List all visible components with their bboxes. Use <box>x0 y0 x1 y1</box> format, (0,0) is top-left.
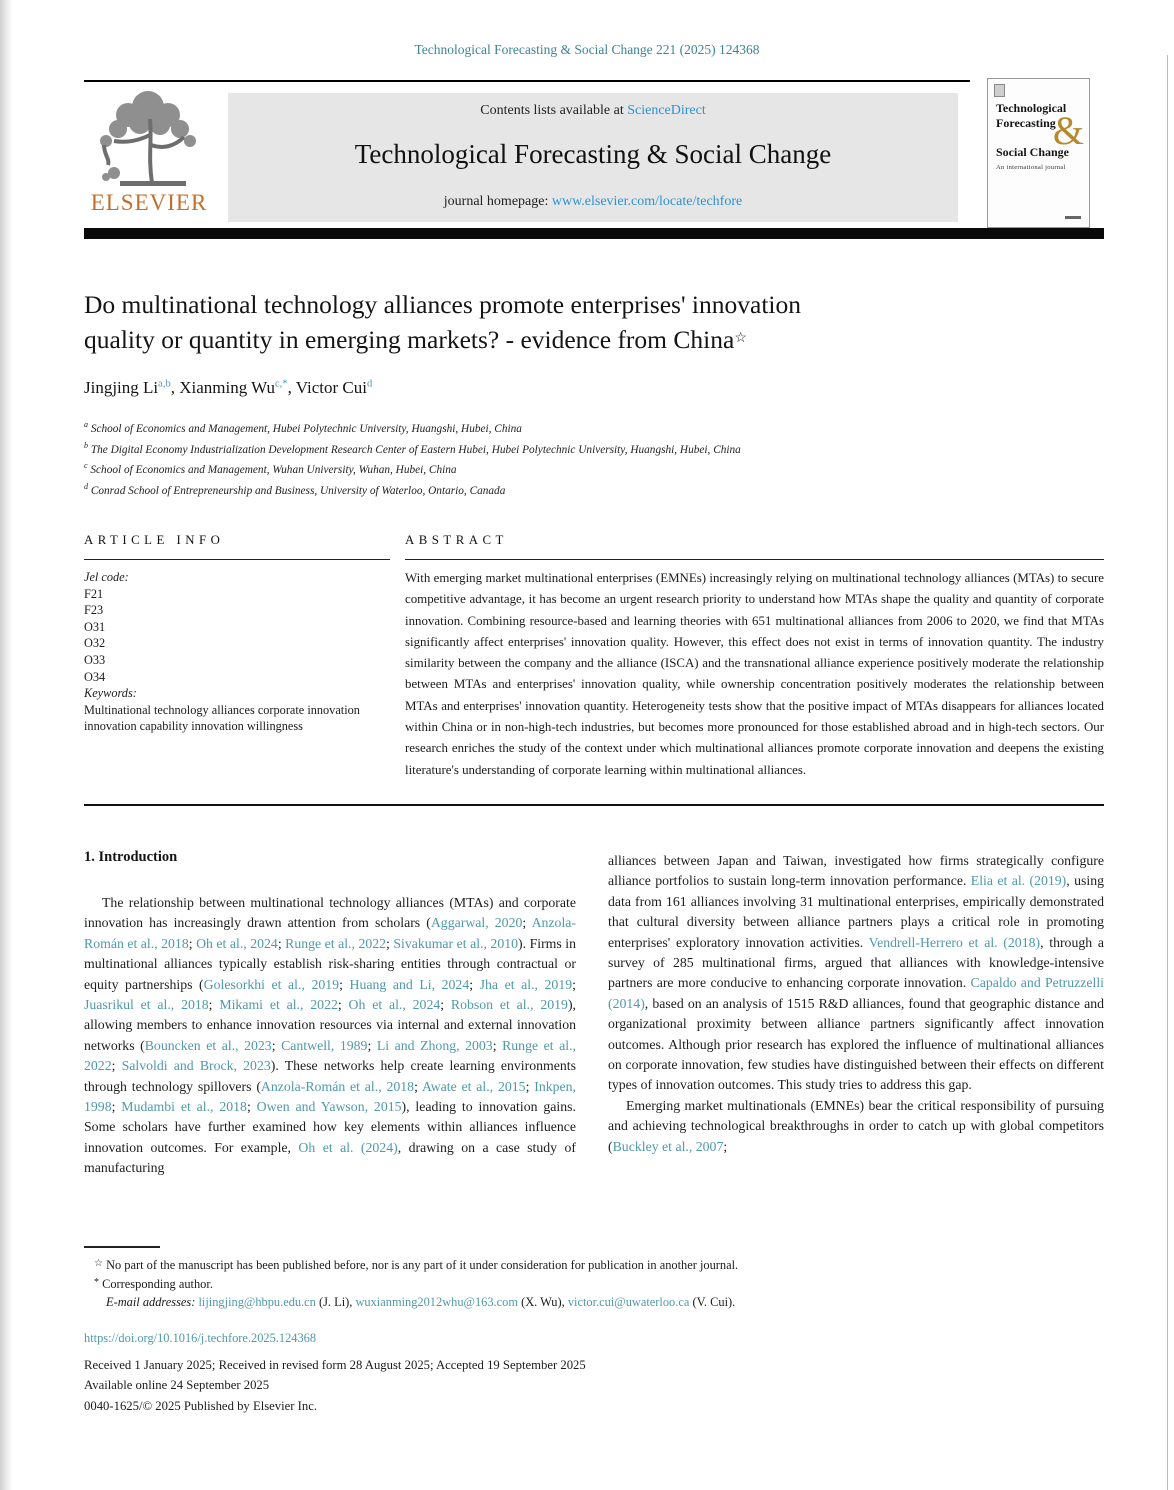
affiliation-sup: c <box>84 461 88 471</box>
jel-code: O34 <box>84 669 106 684</box>
citation-link[interactable]: Bouncken et al., 2023 <box>144 1037 272 1053</box>
author-affil-sup[interactable]: a,b <box>158 378 171 390</box>
affiliations <box>84 417 1104 499</box>
citation-link[interactable]: Awate et al., 2015 <box>421 1078 526 1094</box>
jel-code: F21 <box>84 586 104 601</box>
text-run: ; <box>525 1078 535 1094</box>
article-info-heading: ARTICLE INFO <box>84 533 390 560</box>
footnote-star-text: No part of the manuscript has been published before, nor is any part of it under consideration for publication in another journal. <box>102 1257 739 1272</box>
keywords-text: Multinational technology alliances corporate innovation innovation capability innovation willingness <box>84 702 360 734</box>
footnotes-block <box>84 1246 1104 1311</box>
text-run: ; <box>572 976 576 992</box>
affiliation-text: School of Economics and Management, Wuhan University, Wuhan, Hubei, China <box>87 463 457 476</box>
cover-emblem-icon <box>994 84 1005 97</box>
footnote-corresponding <box>84 1274 1104 1294</box>
intro-left-column <box>84 893 576 1179</box>
author-name: Jingjing Li <box>84 378 159 397</box>
text-run: ; <box>522 915 532 931</box>
elsevier-wordmark: ELSEVIER <box>90 190 208 215</box>
journal-banner-box <box>228 93 958 222</box>
cover-subtitle: An international journal <box>996 164 1066 171</box>
citation-link[interactable]: Oh et al., 2024 <box>348 997 441 1013</box>
text-run: ; <box>271 1037 282 1053</box>
cover-title-line1: Technological <box>996 101 1067 115</box>
citation-link[interactable]: Cantwell, 1989 <box>281 1037 368 1053</box>
citation-link[interactable]: Huang and Li, 2024 <box>349 976 470 992</box>
intro-paragraph <box>608 851 1104 1096</box>
citation-link[interactable]: victor.cui@uwaterloo.ca <box>567 1294 690 1309</box>
page-left-scan-shadow <box>0 0 13 1490</box>
contents-line <box>228 103 958 119</box>
text-run: ; <box>339 976 350 992</box>
affiliation-text: The Digital Economy Industrialization Development Research Center of Eastern Hubei, Hubei Polytechnic University, Huangshi, Hubei, China <box>88 443 741 456</box>
keywords-label: Keywords: <box>84 686 137 701</box>
text-run: ; <box>440 997 451 1013</box>
text-run: ; <box>111 1058 122 1074</box>
jel-code: O31 <box>84 619 106 634</box>
author-separator: , <box>287 378 296 397</box>
text-run: ; <box>469 976 480 992</box>
intro-paragraph <box>608 1096 1104 1157</box>
text-run: ; <box>111 1099 122 1115</box>
text-run: (J. Li), <box>315 1294 356 1309</box>
text-run: ), leading to innovation gains. Some scholars have further examined how key elements within alliances influence innovation outcomes. For example, <box>84 1099 576 1155</box>
citation-link[interactable]: Salvoldi and Brock, 2023 <box>121 1058 271 1074</box>
citation-link[interactable]: Runge et al., 2022 <box>84 1037 576 1074</box>
intro-right-column <box>608 851 1104 1157</box>
footnote-star-note <box>84 1255 1104 1275</box>
text-run: ; <box>188 935 197 951</box>
sciencedirect-link[interactable]: ScienceDirect <box>627 103 706 118</box>
text-run: alliances between Japan and Taiwan, investigated how firms strategically configure alliance portfolios to sustain long-term innovation performance. <box>608 853 1104 889</box>
affiliation-line <box>84 417 1104 438</box>
homepage-prefix: journal homepage: <box>443 194 552 209</box>
article-info-column <box>84 533 390 735</box>
contents-prefix: Contents lists available at <box>480 103 628 118</box>
footnote-corresponding-text: Corresponding author. <box>99 1277 213 1291</box>
header-thick-rule <box>84 228 1104 239</box>
journal-banner <box>84 85 1104 227</box>
citation-link[interactable]: Mikami et al., 2022 <box>219 997 338 1013</box>
text-run: ; <box>414 1078 422 1094</box>
footnote-asterisk-marker: * <box>94 1277 99 1288</box>
title-footnote-star[interactable]: ☆ <box>734 331 747 346</box>
author-affil-sup[interactable]: d <box>367 378 373 390</box>
text-run: ; <box>337 997 349 1013</box>
citation-link[interactable]: lijingjing@hbpu.edu.cn <box>198 1294 316 1309</box>
citation-link[interactable]: Anzola-Román et al., 2018 <box>84 915 576 951</box>
author-line <box>84 378 1104 398</box>
citation-link[interactable]: Vendrell-Herrero et al. (2018) <box>868 934 1041 950</box>
text-run: , using data from 161 alliances involving 31 multinational enterprises, empirically demonstrated that cultural diversity between alliance partners plays a critical role in promoting enterprises' exploratory innovation activities. <box>608 873 1105 950</box>
citation-link[interactable]: Li and Zhong, 2003 <box>376 1037 493 1053</box>
introduction-section <box>84 849 1105 1176</box>
affiliation-line <box>84 479 1104 500</box>
text-run: ; <box>277 935 286 951</box>
text-run: ; <box>386 935 394 951</box>
received-dates: Received 1 January 2025; Received in revised form 28 August 2025; Accepted 19 September 2025 <box>84 1357 586 1372</box>
citation-link[interactable]: Golesorkhi et al., 2019 <box>203 976 340 992</box>
abstract-heading: ABSTRACT <box>405 533 1104 560</box>
citation-link[interactable]: Inkpen, 1998 <box>84 1078 576 1115</box>
citation-link[interactable]: Oh et al., 2024 <box>196 935 278 951</box>
citation-link[interactable]: Owen and Yawson, 2015 <box>256 1099 402 1115</box>
citation-link[interactable]: Mudambi et al., 2018 <box>121 1099 247 1115</box>
available-online: Available online 24 September 2025 <box>84 1378 270 1392</box>
affiliation-text: School of Economics and Management, Hubei Polytechnic University, Huangshi, Hubei, China <box>88 422 522 435</box>
article-info-body <box>84 569 390 735</box>
text-run: ; <box>246 1099 257 1115</box>
jel-label: Jel code: <box>84 570 129 584</box>
text-run: ; <box>492 1037 503 1053</box>
text-run: ), allowing members to enhance innovation resources via internal and external innovation networks ( <box>84 997 576 1053</box>
affiliation-sup: d <box>84 481 88 491</box>
elsevier-tree-icon <box>90 85 208 189</box>
text-run: ). Firms in multinational alliances typically establish risk-sharing entities through contractual or equity partnerships ( <box>84 935 576 992</box>
text-run: ; <box>723 1138 728 1154</box>
cover-bottom-bar <box>1065 216 1081 219</box>
email-links <box>198 1295 735 1309</box>
jel-code: O33 <box>84 652 106 667</box>
citation-link[interactable]: wuxianming2012whu@163.com <box>355 1294 518 1309</box>
jel-code: F23 <box>84 603 104 618</box>
text-run: The relationship between multinational technology alliances (MTAs) and corporate innovation has increasingly drawn attention from scholars ( <box>84 895 576 931</box>
text-run: (X. Wu), <box>517 1294 568 1309</box>
text-run: Emerging market multinationals (EMNEs) bear the critical responsibility of pursuing and achieving technological breakthroughs in order to catch up with global competitors ( <box>608 1097 1104 1154</box>
affiliation-line <box>84 458 1104 479</box>
affiliation-sup: a <box>84 420 88 429</box>
text-run: ). These networks help create learning environments through technology spillovers ( <box>84 1058 576 1094</box>
citation-link[interactable]: Juasrikul et al., 2018 <box>84 997 209 1013</box>
journal-title: Technological Forecasting & Social Change <box>354 139 832 169</box>
citation-link[interactable]: Anzola-Román et al., 2018 <box>260 1078 415 1094</box>
citation-link[interactable]: Capaldo and Petruzzelli (2014) <box>608 975 1104 1011</box>
footnote-rule <box>84 1246 160 1248</box>
author-name: Xianming Wu <box>179 378 276 397</box>
homepage-link[interactable]: www.elsevier.com/locate/techfore <box>551 194 743 209</box>
text-run: (V. Cui). <box>689 1294 736 1309</box>
running-head-citation: Technological Forecasting & Social Change 221 (2025) 124368 <box>414 42 760 57</box>
affiliation-line <box>84 438 1104 459</box>
citation-link[interactable]: Sivakumar et al., 2010 <box>393 935 519 951</box>
citation-link[interactable]: Runge et al., 2022 <box>285 935 387 951</box>
title-block <box>84 288 1104 357</box>
cover-title-line2: Forecasting <box>996 116 1056 130</box>
author-affil-sup[interactable]: c,* <box>275 378 288 390</box>
issn-copyright: 0040-1625/© 2025 Published by Elsevier Inc. <box>84 1398 318 1413</box>
jel-code: O32 <box>84 636 106 651</box>
citation-link[interactable]: Buckley et al., 2007 <box>612 1138 724 1154</box>
citation-link[interactable]: Jha et al., 2019 <box>479 976 573 992</box>
citation-link[interactable]: Oh et al. (2024) <box>298 1139 398 1155</box>
citation-link[interactable]: Aggarwal, 2020 <box>430 915 523 931</box>
text-run: , drawing on a case study of manufacturing <box>84 1139 576 1176</box>
footnote-emails <box>84 1294 1104 1312</box>
page-title <box>84 288 1104 357</box>
page-right-scan-line <box>1167 55 1168 1490</box>
abstract-bottom-rule <box>84 804 1104 806</box>
affiliation-sup: b <box>84 440 88 450</box>
article-footer <box>84 1328 1104 1416</box>
abstract-text: With emerging market multinational enterprises (EMNEs) increasingly relying on multinational technology alliances (MTAs) to secure competitive advantage, it has become an urgent research priority to understand how MTAs shape the quality and quantity of corporate innovation. Combining resource-based and learning theories with 651 multinational alliances from 2006 to 2020, we find that MTAs significantly affect enterprises' innovation quality. However, this effect does not exist in terms of innovation quantity. The industry similarity between the company and the alliance (ISCA) and the transnational alliance experience positively moderate the relationship between MTAs and enterprises' innovation quality, while ownership concentration positively moderates the relationship between MTAs and enterprises' innovation quantity. Heterogeneity tests show that the positive impact of MTAs disappears for alliances located within China or in non-high-tech industries, but becomes more pronounced for those established abroad and in high-tech sectors. Our research enriches the study of the context under which multinational alliances promote corporate innovation and deepens the existing literature's understanding of corporate learning within multinational alliances. <box>405 571 1104 777</box>
title-line1: Do multinational technology alliances promote enterprises' innovation <box>84 290 802 319</box>
text-run: ; <box>367 1037 377 1053</box>
info-abstract-section <box>84 533 1104 813</box>
text-run: , based on an analysis of 1515 R&D alliances, found that geographic distance and organizational proximity between alliance partners significantly affect innovation outcomes. Although prior research has explored the influence of multinational alliances on corporate innovation, few studies have distinguished between their effects on different types of innovation outcomes. This study tries to address this gap. <box>608 995 1104 1093</box>
text-run: , through a survey of 285 multinational firms, argued that alliances with knowledge-intensive partners are more conducive to enhancing corporate innovation. <box>608 934 1104 991</box>
citation-link[interactable]: Robson et al., 2019 <box>450 997 568 1013</box>
footnote-star-marker: ☆ <box>94 1257 103 1269</box>
doi-link[interactable]: https://doi.org/10.1016/j.techfore.2025.124368 <box>84 1331 317 1345</box>
email-label: E-mail addresses: <box>106 1294 199 1309</box>
author-name: Victor Cui <box>295 378 367 397</box>
cover-ampersand: & <box>1052 108 1084 153</box>
elsevier-logo <box>84 85 214 227</box>
affiliation-text: Conrad School of Entrepreneurship and Business, University of Waterloo, Ontario, Canada <box>88 484 506 497</box>
journal-cover-thumbnail[interactable] <box>987 78 1090 228</box>
homepage-line <box>228 194 958 210</box>
abstract-column <box>405 533 1104 781</box>
title-line2: quality or quantity in emerging markets? - evidence from China <box>84 325 735 354</box>
text-run: ; <box>208 997 220 1013</box>
intro-paragraph <box>84 893 576 1179</box>
header-top-rule <box>84 80 970 82</box>
citation-link[interactable]: Elia et al. (2019) <box>970 873 1067 889</box>
cover-title-line3: Social Change <box>996 145 1070 159</box>
introduction-heading: 1. Introduction <box>84 849 178 865</box>
author-separator: , <box>170 378 180 397</box>
